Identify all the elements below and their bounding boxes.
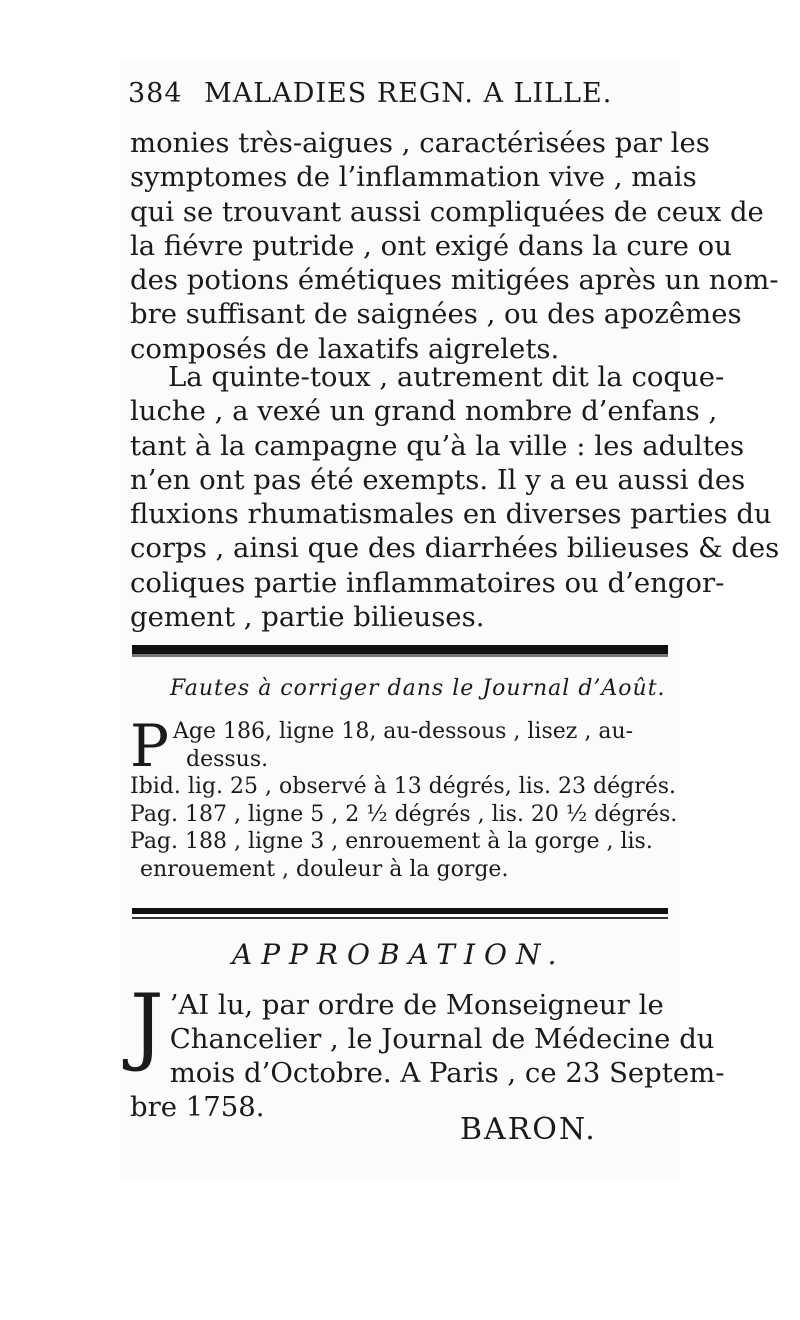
text-line: la fiévre putride , ont exigé dans la cure ou <box>130 229 732 262</box>
text-line: bre suffisant de saignées , ou des apozêmes <box>130 298 742 331</box>
errata-line: Pag. 187 , ligne 5 , 2 ½ dégrés , lis. 20 ½ dégrés. <box>130 801 678 827</box>
section-divider-thin <box>132 917 668 919</box>
text-line: coliques partie inflammatoires ou d’engor- <box>130 566 725 599</box>
approbation-line: bre 1758. <box>130 1091 265 1123</box>
text-line: n’en ont pas été exempts. Il y a eu aussi des <box>130 463 746 496</box>
text-line: symptomes de l’inflammation vive , mais <box>130 161 697 194</box>
text-line: des potions émétiques mitigées après un nom- <box>130 264 779 297</box>
text-line: luche , a vexé un grand nombre d’enfans , <box>130 395 718 428</box>
errata-line: Age 186, ligne 18, au-dessous , lisez , au- <box>173 719 634 744</box>
text-line: qui se trouvant aussi compliquées de ceux de <box>130 195 764 228</box>
text-line: composés de laxatifs aigrelets. <box>130 332 560 365</box>
approbation-text <box>130 976 725 1124</box>
text-line: monies très-aigues , caractérisées par les <box>130 127 710 159</box>
errata-list <box>130 712 678 883</box>
errata-dropcap: P <box>130 712 170 780</box>
approbation-title: APPROBATION. <box>232 938 566 971</box>
errata-line: dessus. <box>186 746 269 772</box>
approbation-line: mois d’Octobre. A Paris , ce 23 Septem- <box>169 1057 725 1089</box>
text-line: fluxions rhumatismales en diverses parties du <box>130 498 772 531</box>
section-divider <box>132 645 668 654</box>
running-title: MALADIES REGN. A LILLE. <box>204 78 613 109</box>
text-line: corps , ainsi que des diarrhées bilieuses & des <box>130 532 780 565</box>
text-line: tant à la campagne qu’à la ville : les adultes <box>130 429 745 462</box>
approbation-line: ’AI lu, par ordre de Monseigneur le <box>169 989 664 1021</box>
page-number: 384 <box>128 78 183 109</box>
running-header <box>128 78 668 109</box>
approbation-dropcap: J <box>130 976 164 1074</box>
approbation-line: Chancelier , le Journal de Médecine du <box>169 1023 715 1055</box>
signature: BARON. <box>460 1112 597 1147</box>
errata-line: Pag. 188 , ligne 3 , enrouement à la gorge , lis. <box>130 829 653 854</box>
errata-title: Fautes à corriger dans le Journal d’Août. <box>170 676 666 701</box>
errata-line: enrouement , douleur à la gorge. <box>140 856 509 882</box>
paragraph-maladies <box>130 126 779 366</box>
errata-line: Ibid. lig. 25 , observé à 13 dégrés, lis. 23 dégrés. <box>130 774 677 799</box>
text-line: gement , partie bilieuses. <box>130 601 485 634</box>
paragraph-coqueluche <box>130 360 780 634</box>
section-divider <box>132 908 668 914</box>
text-line: La quinte-toux , autrement dit la coque- <box>168 361 725 393</box>
